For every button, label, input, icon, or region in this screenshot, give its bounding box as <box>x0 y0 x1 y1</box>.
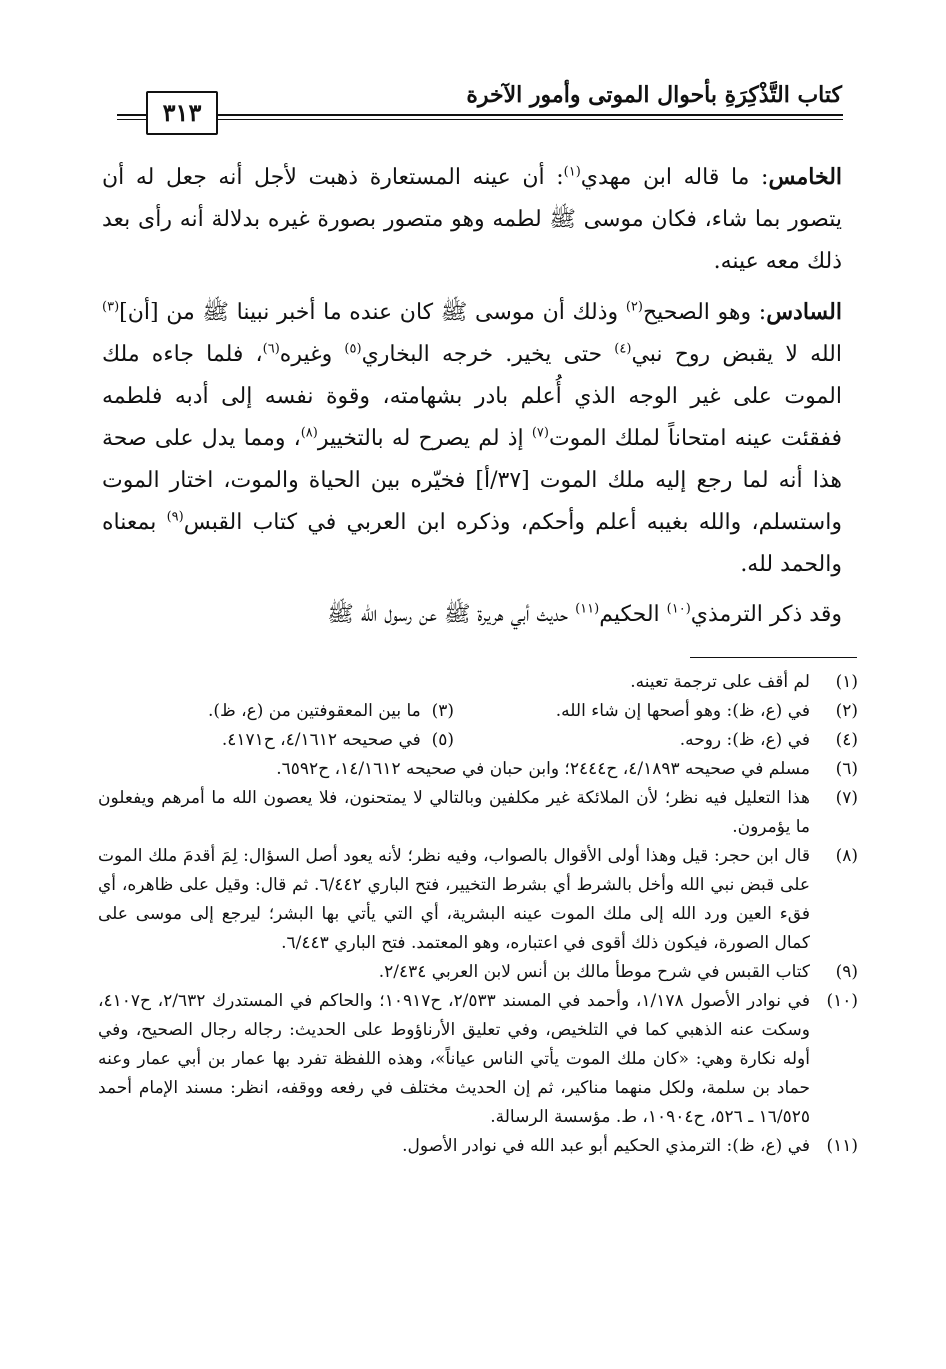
footnote-ref: (١٠) <box>666 601 691 617</box>
footnote-number: (٩) <box>835 962 858 982</box>
footnote-number: (٦) <box>835 759 858 779</box>
footnote-ref: (٩) <box>166 509 184 525</box>
main-text <box>102 156 842 644</box>
footnote-ref: (٧) <box>531 425 549 441</box>
footnote-number: (٧) <box>835 788 858 808</box>
footnote-8: (٨) قال ابن حجر: قيل وهذا أولى الأقوال بالصواب، وفيه نظر؛ لأنه يعود أصل السؤال: لِمَ أقدمَ ملك الموت على قبض نبي الله وأخل بالشرط أي بشرط التخيير، فتح الباري ٦/٤٤٢. ثم قال: وقيل على ظاهره، أي فقء العين ورد الله إلى ملك الموت عينه البشرية، أي التي يأتي بها البشر؛ ليرجع إلى موسى على كمال الصورة، فيكون ذلك أقوى في اعتباره، وهو المعتمد. فتح الباري ٦/٤٤٣. <box>98 842 858 958</box>
footnote-number: (٣) <box>431 701 454 721</box>
page-number: ٣١٣ <box>146 91 218 135</box>
footnote-11: (١١) في (ع، ظ): الترمذي الحكيم أبو عبد الله في نوادر الأصول. <box>98 1132 858 1161</box>
footnote-3: (٣) ما بين المعقوفتين من (ع، ظ). <box>207 701 454 721</box>
paragraph-label: الخامس <box>768 164 843 190</box>
footnote-ref: (١١) <box>575 601 600 617</box>
footnote-ref: (٨) <box>300 425 318 441</box>
footnote-4-5: (٤) في (ع، ظ): روحه. (٥) في صحيحه ٤/١٦١٢، ح٤١٧١. <box>98 726 858 755</box>
header-rule-thin <box>117 119 843 120</box>
footnote-5: (٥) في صحيحه ٤/١٦١٢، ح٤١٧١. <box>221 730 454 750</box>
footnote-7: (٧) هذا التعليل فيه نظر؛ لأن الملائكة غير مكلفين وبالتالي لا يمتحنون، فلا يعصون الله ما أمرهم ويفعلون ما يؤمرون. <box>98 784 858 842</box>
footnote-ref: (٥) <box>344 341 362 357</box>
footnote-number: (١١) <box>826 1136 858 1156</box>
footnote-ref: (٣) <box>102 299 120 315</box>
footnote-ref: (٦) <box>262 341 280 357</box>
footnote-9: (٩) كتاب القبس في شرح موطأ مالك بن أنس لابن العربي ٢/٤٣٤. <box>98 958 858 987</box>
footnote-ref: (٢) <box>625 299 643 315</box>
footnote-10: (١٠) في نوادر الأصول ١/١٧٨، وأحمد في المسند ٢/٥٣٣، ح١٠٩١٧؛ والحاكم في المستدرك ٢/٦٣٢، ح٤١٠٧، وسكت عنه الذهبي كما في التلخيص، وفي تعليق الأرناؤوط على الحديث: رجاله رجال الصحيح، وفي أوله نكارة وهي: «كان ملك الموت يأتي الناس عياناً»، وهذه اللفظة تفرد بها عمار بن أبي عمار وعنه حماد بن سلمة، ولكل منهما مناكير، ثم إن الحديث مختلف في رفعه ووقفه، انظر: مسند الإمام أحمد ١٦/٥٢٥ ـ ٥٢٦، ح١٠٩٠٤، ط. مؤسسة الرسالة. <box>98 987 858 1132</box>
header-rule <box>117 114 843 116</box>
footnote-ref: (٤) <box>614 341 632 357</box>
running-title: كتاب التَّذْكِرَةِ بأحوال الموتى وأمور الآخرة <box>466 82 842 108</box>
footnote-number: (٨) <box>835 846 858 866</box>
footnote-2-3: (٢) في (ع، ظ): وهو أصحها إن شاء الله. (٣) ما بين المعقوفتين من (ع، ظ). <box>98 697 858 726</box>
footnote-number: (١) <box>835 672 858 692</box>
footnote-separator <box>690 657 857 658</box>
paragraph-label: السادس <box>766 299 842 325</box>
footnote-number: (٥) <box>431 730 454 750</box>
footnote-ref: (١) <box>563 164 581 180</box>
paragraph-sixth: السادس: وهو الصحيح$^{(٢)}$ وذلك أن موسى ﷺ كان عنده ما أخبر نبينا ﷺ من [أن]$^{(٣)}$ الله لا يقبض روح نبي$^{(٤)}$ حتى يخير. خرجه البخاري$^{(٥)}$ وغيره$^{(٦)}$، فلما جاءه ملك الموت على غير الوجه الذي أُعلم بادر بشهامته، وقوة نفسه إلى أدبه فلطمه ففقئت عينه امتحاناً لملك الموت$^{(٧)}$ إذ لم يصرح له بالتخيير$^{(٨)}$، ومما يدل على صحة هذا أنه لما رجع إليه ملك الموت [٣٧/أ] فخيّره بين الحياة والموت، اختار الموت واستسلم، والله بغيبه أعلم وأحكم، وذكره ابن العربي في كتاب القبس$^{(٩)}$ بمعناه والحمد لله. <box>102 299 843 577</box>
footnote-number: (١٠) <box>826 991 858 1011</box>
footnote-1: (١) لم أقف على ترجمة تعينه. <box>98 668 858 697</box>
footnotes <box>98 668 858 1161</box>
footnote-number: (٢) <box>835 701 858 721</box>
footnote-number: (٤) <box>835 730 858 750</box>
paragraph-fifth: الخامس: ما قاله ابن مهدي$^{(١)}$: أن عينه المستعارة ذهبت لأجل أنه جعل له أن يتصور بما شاء، فكان موسى ﷺ لطمه وهو متصور بصورة غيره بدلالة أنه رأى بعد ذلك معه عينه. <box>102 164 843 274</box>
paragraph-tirmidhi: وقد ذكر الترمذي$^{(١٠)}$ الحكيم$^{(١١)}$ حديث أبي هريرة ﷺ عن رسول الله ﷺ <box>327 601 842 627</box>
footnote-6: (٦) مسلم في صحيحه ٤/١٨٩٣، ح٢٤٤٤؛ وابن حبان في صحيحه ١٤/١٦١٢، ح٦٥٩٢. <box>98 755 858 784</box>
